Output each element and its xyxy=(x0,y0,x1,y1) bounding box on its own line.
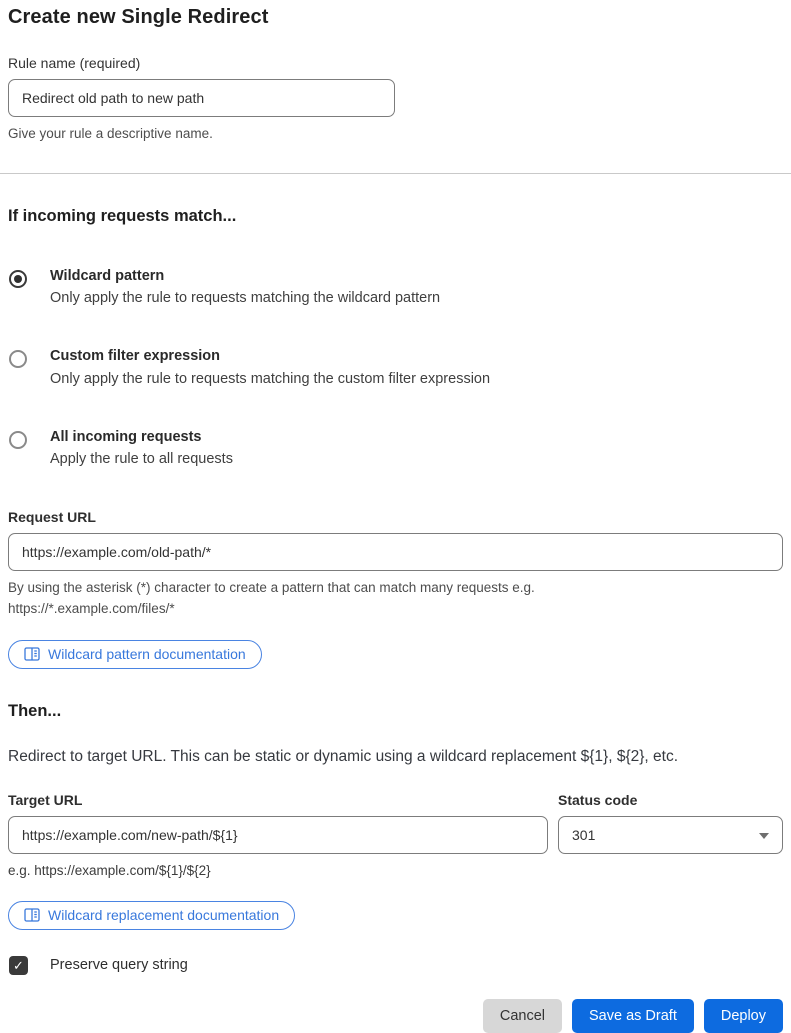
book-icon xyxy=(24,908,40,922)
footer-actions xyxy=(8,999,783,1033)
wildcard-replacement-doc-button[interactable] xyxy=(8,901,295,930)
doc-button-label: Wildcard pattern documentation xyxy=(48,646,246,663)
radio-selected-icon[interactable] xyxy=(9,270,27,288)
rule-name-label: Rule name (required) xyxy=(8,55,141,71)
status-code-label: Status code xyxy=(558,791,638,808)
request-url-helper-line2: https://*.example.com/files/* xyxy=(8,601,175,617)
section-divider xyxy=(0,173,791,174)
request-url-label: Request URL xyxy=(8,509,96,526)
checkbox-checked-icon[interactable]: ✓ xyxy=(9,956,28,975)
rule-name-input[interactable] xyxy=(8,79,395,117)
then-section-heading: Then... xyxy=(8,701,62,720)
book-icon xyxy=(24,647,40,661)
radio-unselected-icon[interactable] xyxy=(9,431,27,449)
rule-name-field xyxy=(8,55,783,145)
target-url-label: Target URL xyxy=(8,791,83,808)
cancel-button[interactable]: Cancel xyxy=(483,999,562,1033)
radio-label: Wildcard pattern xyxy=(50,267,165,284)
request-url-input[interactable] xyxy=(8,533,783,571)
status-code-value: 301 xyxy=(572,826,596,843)
radio-option-custom-filter[interactable] xyxy=(8,348,783,386)
status-code-field xyxy=(558,792,783,854)
radio-option-all-requests[interactable] xyxy=(8,429,783,467)
radio-description: Only apply the rule to requests matching the custom filter expression xyxy=(50,370,491,387)
rule-name-helper: Give your rule a descriptive name. xyxy=(8,126,213,141)
doc-button-label: Wildcard replacement documentation xyxy=(48,907,280,924)
target-url-input[interactable] xyxy=(8,816,548,854)
match-radio-group xyxy=(8,268,783,467)
then-description: Redirect to target URL. This can be static or dynamic using a wildcard replacement ${1}, ${2}, etc. xyxy=(8,747,679,765)
page-title: Create new Single Redirect xyxy=(8,6,269,28)
preserve-query-label: Preserve query string xyxy=(50,957,188,974)
deploy-button[interactable]: Deploy xyxy=(704,999,783,1033)
target-url-field xyxy=(8,792,548,882)
target-url-helper: e.g. https://example.com/${1}/${2} xyxy=(8,862,211,878)
radio-label: All incoming requests xyxy=(50,428,202,445)
request-url-helper-line1: By using the asterisk (*) character to create a pattern that can match many requests e.g. xyxy=(8,580,535,596)
preserve-query-row[interactable] xyxy=(8,956,783,975)
request-url-helper xyxy=(8,578,783,620)
save-as-draft-button[interactable]: Save as Draft xyxy=(572,999,694,1033)
radio-description: Only apply the rule to requests matching the wildcard pattern xyxy=(50,290,441,307)
status-code-select[interactable] xyxy=(558,816,783,854)
radio-option-wildcard-pattern[interactable] xyxy=(8,268,783,306)
wildcard-pattern-doc-button[interactable] xyxy=(8,640,262,669)
chevron-down-icon xyxy=(759,833,769,839)
radio-unselected-icon[interactable] xyxy=(9,350,27,368)
radio-label: Custom filter expression xyxy=(50,348,221,365)
radio-description: Apply the rule to all requests xyxy=(50,451,233,468)
match-section-heading: If incoming requests match... xyxy=(8,206,237,225)
request-url-field xyxy=(8,509,783,669)
